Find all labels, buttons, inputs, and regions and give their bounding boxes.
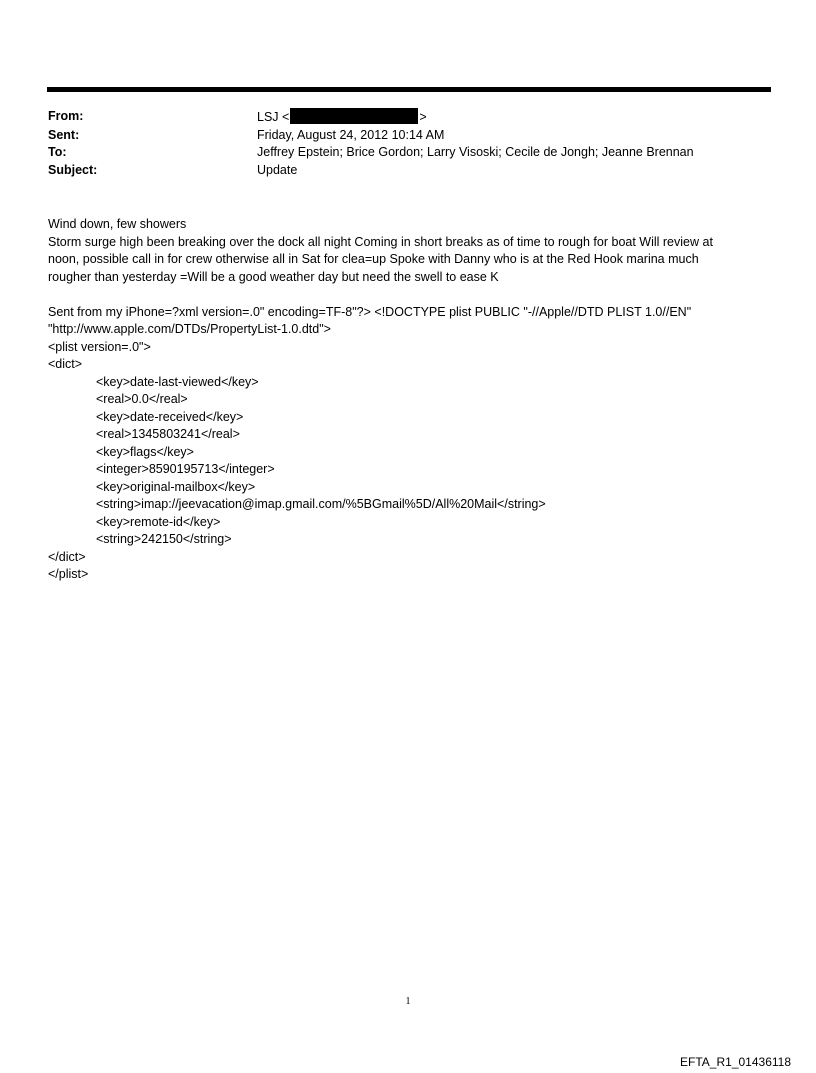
subject-row <box>48 162 694 180</box>
from-close: > <box>419 110 427 124</box>
to-label: To: <box>48 145 67 159</box>
dict-line: <integer>8590195713</integer> <box>96 462 275 476</box>
subject-label: Subject: <box>48 162 98 177</box>
body-line: rougher than yesterday =Will be a good weather day but need the swell to ease K <box>48 269 499 284</box>
dict-line: <string>242150</string> <box>96 532 232 546</box>
dict-line: <real>0.0</real> <box>96 392 188 406</box>
dict-line: <real>1345803241</real> <box>96 427 240 441</box>
from-name: LSJ < <box>257 110 290 124</box>
sent-value: Friday, August 24, 2012 10:14 AM <box>257 127 445 142</box>
page-number: 1 <box>405 996 411 1007</box>
dict-line: <key>date-last-viewed</key> <box>96 374 259 389</box>
from-value <box>257 108 427 127</box>
email-body <box>48 216 778 584</box>
dict-line: <key>original-mailbox</key> <box>96 479 256 494</box>
sent-label: Sent: <box>48 127 80 142</box>
email-header <box>48 108 694 179</box>
header-rule <box>47 87 771 92</box>
subject-value: Update <box>257 162 298 177</box>
to-row <box>48 144 694 162</box>
body-line: noon, possible call in for crew otherwise all in Sat for clea=up Spoke with Danny who is at the Red Hook marina much <box>48 252 699 266</box>
redaction-box <box>290 108 418 124</box>
dict-line: <key>remote-id</key> <box>96 514 221 529</box>
closing-line: </plist> <box>48 567 89 581</box>
dict-line: <key>flags</key> <box>96 444 194 459</box>
signature-line: "http://www.apple.com/DTDs/PropertyList-1.0.dtd"> <box>48 322 331 336</box>
to-value: Jeffrey Epstein; Brice Gordon; Larry Visoski; Cecile de Jongh; Jeanne Brennan <box>257 145 694 159</box>
from-row <box>48 108 694 127</box>
document-id: EFTA_R1_01436118 <box>680 1055 791 1069</box>
sent-row <box>48 127 694 145</box>
paragraph-gap <box>48 286 778 304</box>
body-line: Storm surge high been breaking over the dock all night Coming in short breaks as of time to rough for boat Will review at <box>48 234 713 249</box>
signature-line: Sent from my iPhone=?xml version=.0" encoding=TF-8"?> <!DOCTYPE plist PUBLIC "-//Apple//DTD PLIST 1.0//EN" <box>48 304 692 319</box>
signature-line: <dict> <box>48 357 83 371</box>
dict-line: <string>imap://jeevacation@imap.gmail.com/%5BGmail%5D/All%20Mail</string> <box>96 497 546 511</box>
body-line: Wind down, few showers <box>48 217 187 231</box>
signature-line: <plist version=.0"> <box>48 339 151 354</box>
dict-line: <key>date-received</key> <box>96 409 244 424</box>
from-label: From: <box>48 109 84 123</box>
closing-line: </dict> <box>48 549 86 564</box>
